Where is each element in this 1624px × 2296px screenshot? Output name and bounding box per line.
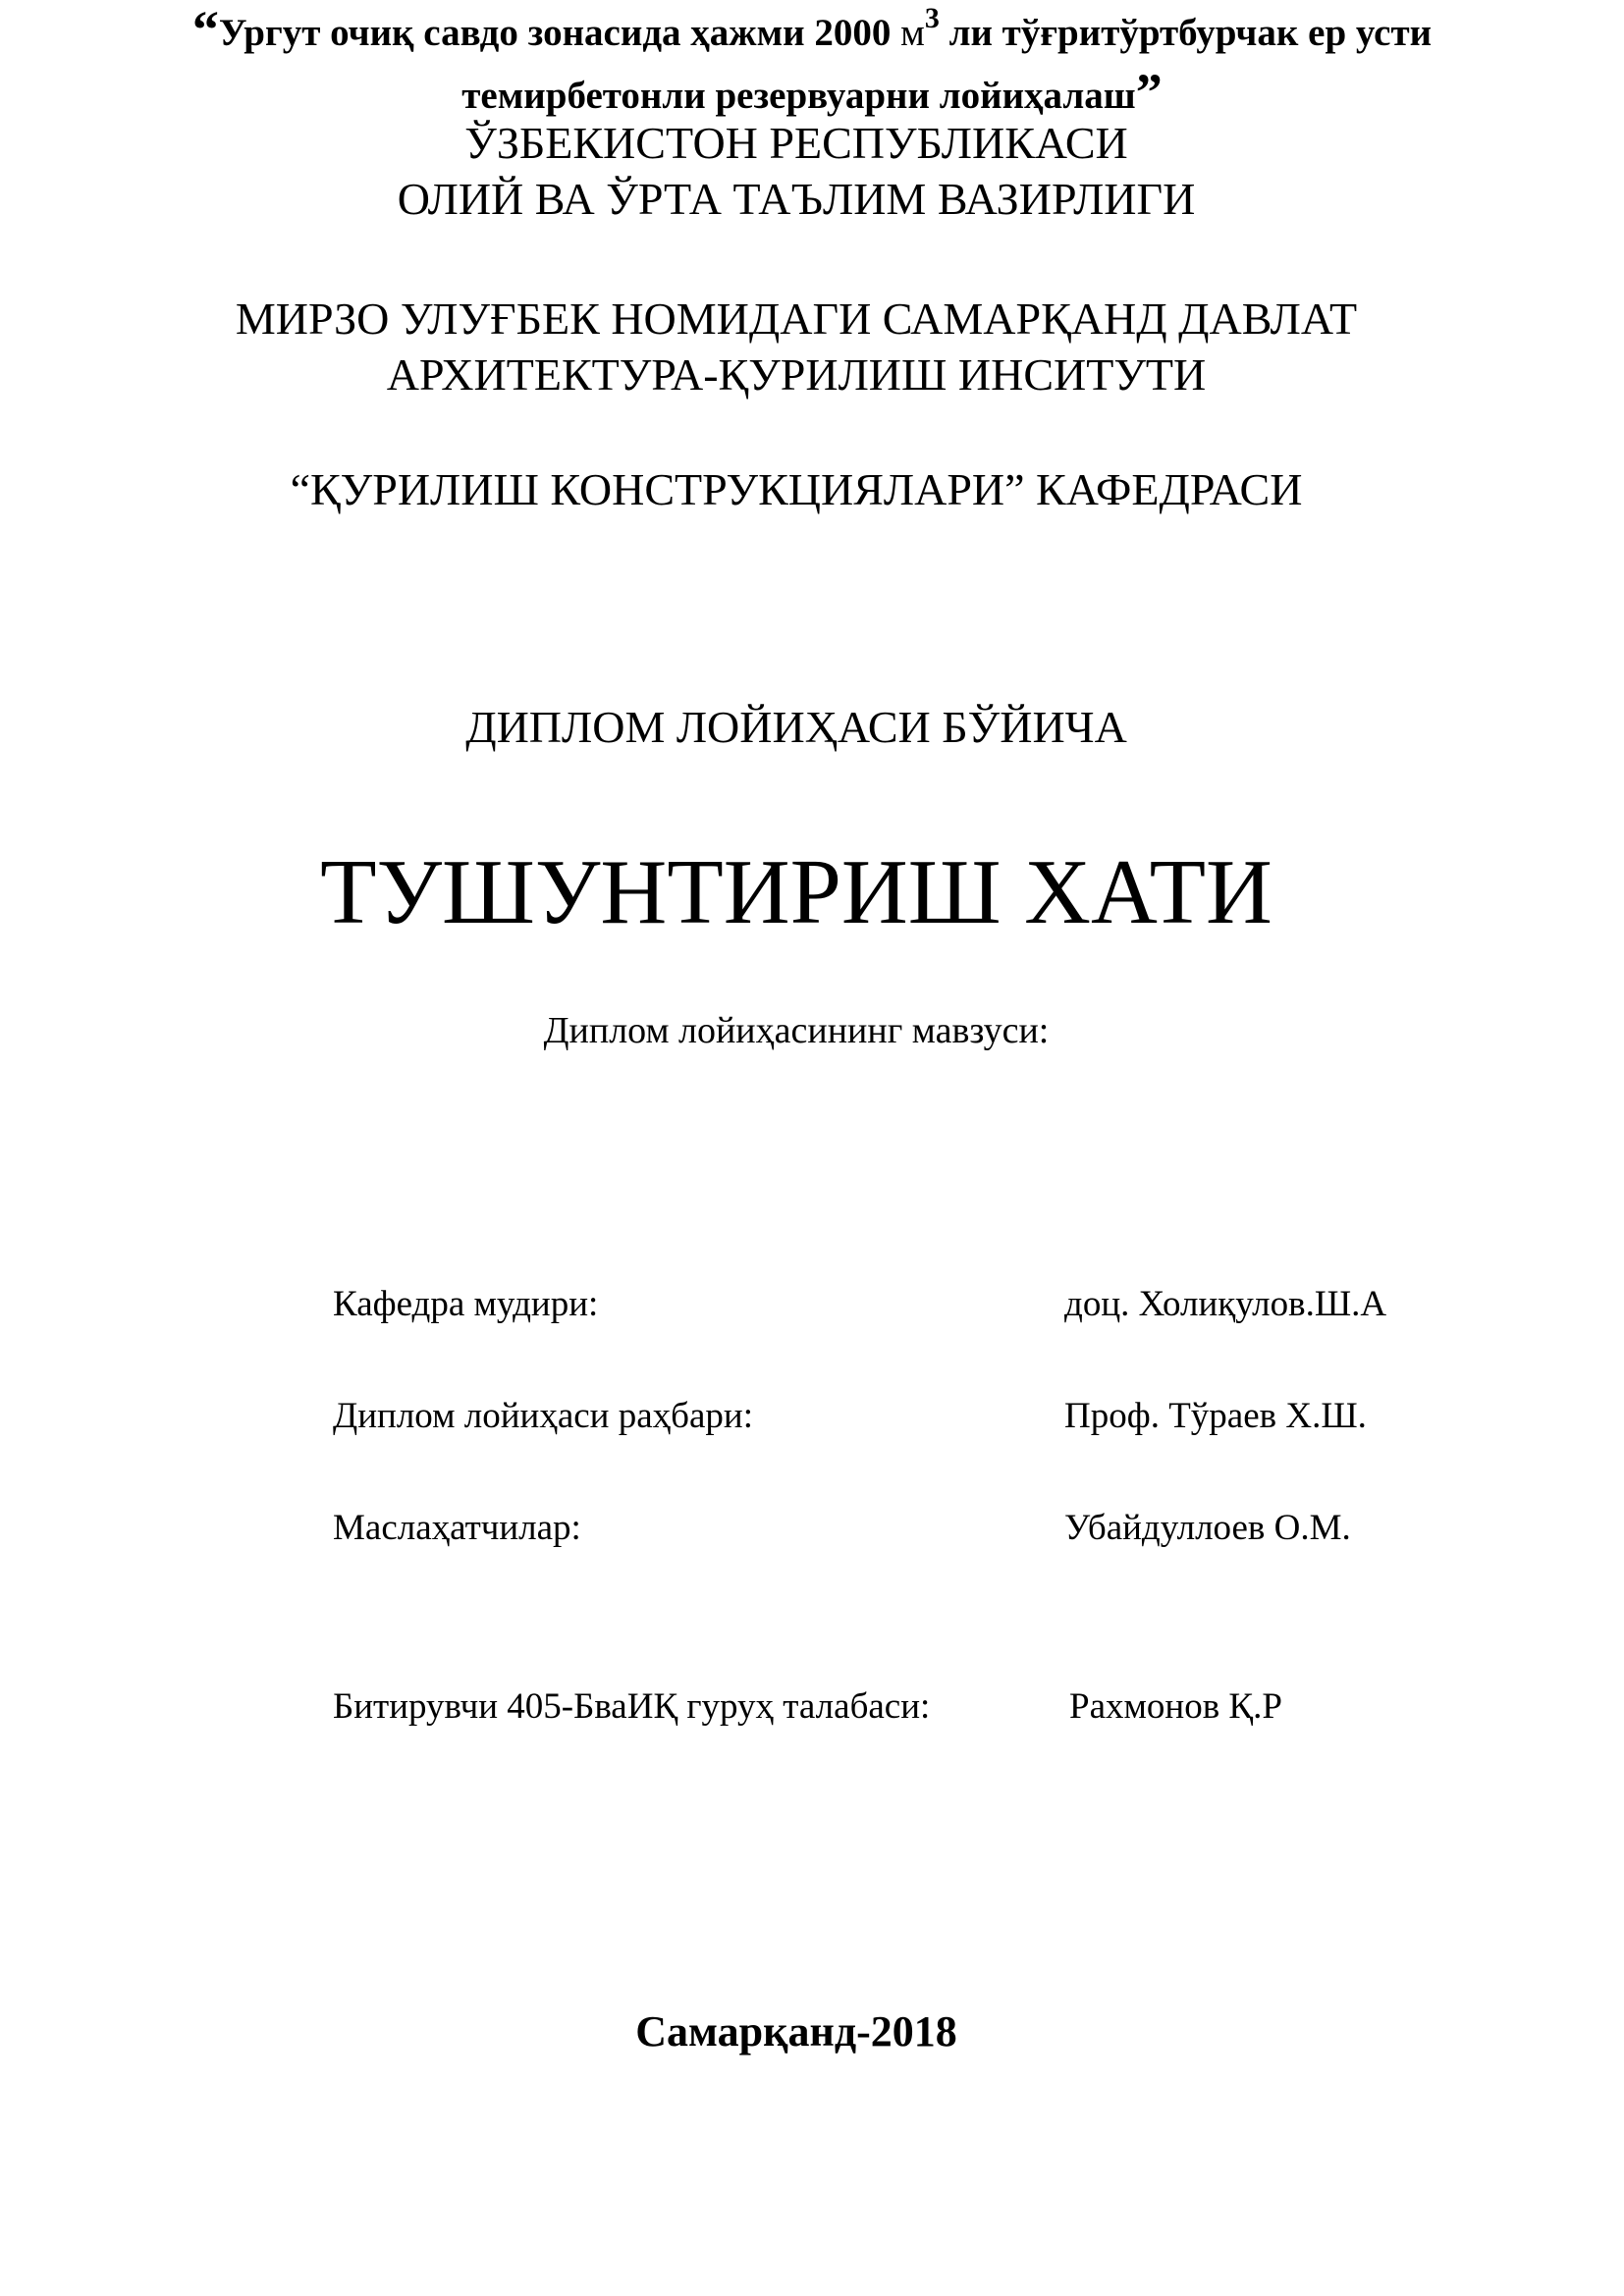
department-name: “ҚУРИЛИШ КОНСТРУКЦИЯЛАРИ” КАФЕДРАСИ (290, 464, 1303, 514)
signature-row-supervisor (0, 1398, 1624, 1447)
signature-role: Кафедра мудири: (333, 1284, 599, 1324)
topic-line-2 (0, 63, 1624, 126)
topic-unit-superscript: 3 (924, 2, 940, 34)
topic-open-quote: “ (191, 0, 219, 59)
signature-person: доц. Холиқулов.Ш.А (1064, 1284, 1387, 1324)
document-title: ТУШУНТИРИШ ХАТИ (320, 841, 1272, 943)
signature-person: Рахмонов Қ.Р (1069, 1686, 1282, 1727)
topic-text-before-unit: Ургут очиқ савдо зонасида ҳажми 2000 (218, 12, 901, 54)
topic-close-quote: ” (1135, 63, 1163, 122)
signature-role: Диплом лойиҳаси раҳбари: (333, 1396, 753, 1436)
signature-row-consultants (0, 1510, 1624, 1559)
signature-row-student (0, 1688, 1624, 1737)
signature-person: Убайдуллоев О.М. (1064, 1508, 1351, 1548)
ministry-line-1: ЎЗБЕКИСТОН РЕСПУБЛИКАСИ (464, 118, 1128, 168)
signature-person: Проф. Тўраев Х.Ш. (1064, 1396, 1367, 1436)
diploma-topic (0, 0, 1624, 126)
topic-volume-unit: м (900, 12, 925, 54)
institute-line-1: МИРЗО УЛУҒБЕК НОМИДАГИ САМАРҚАНД ДАВЛАТ (235, 294, 1358, 344)
signature-row-department-head (0, 1286, 1624, 1335)
institute-line-2: АРХИТЕКТУРА-ҚУРИЛИШ ИНСИТУТИ (386, 349, 1207, 400)
document-type-line: ДИПЛОМ ЛОЙИҲАСИ БЎЙИЧА (465, 702, 1127, 752)
ministry-line-2: ОЛИЙ ВА ЎРТА ТАЪЛИМ ВАЗИРЛИГИ (397, 174, 1196, 224)
topic-label: Диплом лойиҳасининг мавзуси: (543, 1010, 1050, 1051)
signature-role: Маслаҳатчилар: (333, 1508, 581, 1548)
topic-line-1 (0, 0, 1624, 63)
topic-text-line-2: темирбетонли резервуарни лойиҳалаш (461, 75, 1136, 117)
signature-role: Битирувчи 405-БваИҚ гуруҳ талабаси: (333, 1686, 931, 1727)
place-and-year: Самарқанд-2018 (635, 2007, 957, 2056)
topic-text-after-unit: ли тўғритўртбурчак ер усти (939, 12, 1433, 54)
